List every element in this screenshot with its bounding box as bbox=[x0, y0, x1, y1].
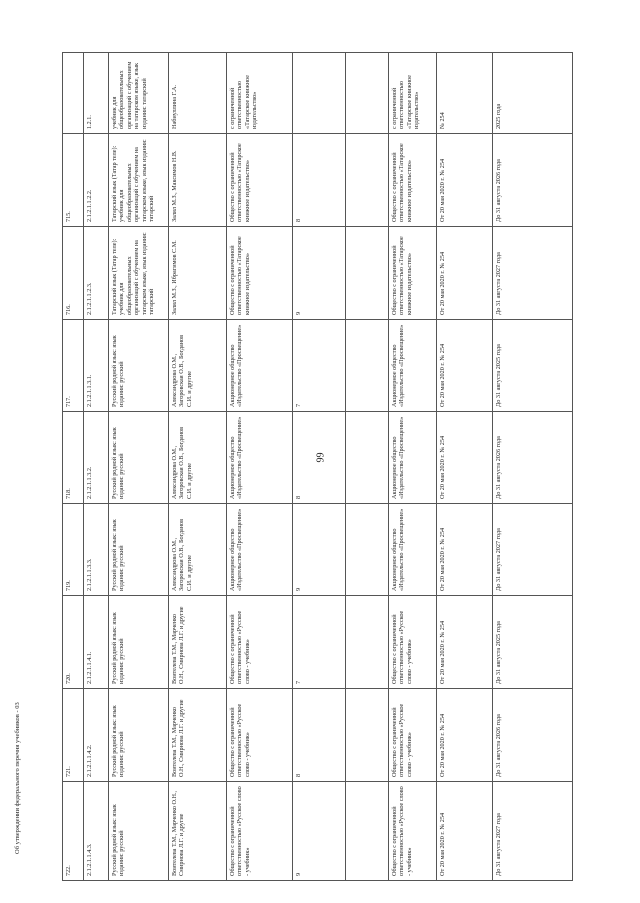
extra-cell-text bbox=[346, 504, 388, 594]
item-code-cell bbox=[84, 320, 109, 412]
authors-cell bbox=[169, 227, 227, 320]
row-number-text: 719. bbox=[65, 580, 72, 591]
deadline-text: 2025 года bbox=[495, 103, 502, 129]
extra-cell-cell bbox=[346, 53, 389, 134]
deadline-cell bbox=[493, 782, 573, 881]
order-cell bbox=[437, 320, 493, 412]
extra-cell-text bbox=[346, 53, 388, 132]
row-number-cell bbox=[63, 320, 84, 412]
textbook-title-text: учебник для общеобразовательных организаций с обучением на татарском языке, язык издания: татарский bbox=[111, 61, 148, 129]
textbook-table bbox=[62, 52, 573, 881]
item-code-text: 2.1.2.1.1.4.1. bbox=[86, 651, 93, 684]
company-cell bbox=[389, 320, 437, 412]
publisher-cell bbox=[227, 53, 293, 134]
order-cell bbox=[437, 782, 493, 881]
grade-cell bbox=[293, 227, 346, 320]
row-number-text: 717. bbox=[65, 396, 72, 407]
row-number-cell bbox=[63, 227, 84, 320]
textbook-title-text: Русский родной язык: язык издания: русский bbox=[111, 427, 126, 499]
company-text: Акционерное общество «Издательство «Просвещение» bbox=[391, 508, 406, 591]
publisher-text: Общество с ограниченной ответственностью «Татарское книжное издательство» bbox=[229, 236, 251, 315]
grade-text: 9 bbox=[295, 587, 302, 591]
deadline-text: До 31 августа 2026 года bbox=[495, 436, 502, 499]
publisher-text: Акционерное общество «Издательство «Просвещение» bbox=[229, 324, 244, 407]
publisher-text: Акционерное общество «Издательство «Просвещение» bbox=[229, 416, 244, 499]
company-cell bbox=[389, 53, 437, 134]
company-text: Общество с ограниченной ответственностью «Русское слово - учебник» bbox=[391, 703, 413, 777]
publisher-text: с ограниченной ответственностью «Татарское книжное издательство» bbox=[229, 75, 259, 129]
item-code-cell bbox=[84, 596, 109, 689]
textbook-title-cell bbox=[109, 504, 169, 596]
row-number-text: 715. bbox=[65, 211, 72, 222]
extra-cell-text bbox=[346, 320, 388, 410]
deadline-cell bbox=[493, 504, 573, 596]
textbook-title-cell bbox=[109, 782, 169, 881]
item-code-text: 2.1.2.1.1.2.3. bbox=[86, 282, 93, 315]
deadline-cell bbox=[493, 227, 573, 320]
item-code-cell bbox=[84, 53, 109, 134]
item-code-cell bbox=[84, 412, 109, 504]
publisher-cell bbox=[227, 227, 293, 320]
table-row bbox=[63, 320, 573, 412]
deadline-text: До 31 августа 2026 года bbox=[495, 159, 502, 222]
row-number-cell bbox=[63, 412, 84, 504]
deadline-text: До 31 августа 2027 года bbox=[495, 252, 502, 315]
row-number-cell bbox=[63, 782, 84, 881]
order-cell bbox=[437, 596, 493, 689]
order-cell bbox=[437, 504, 493, 596]
grade-cell bbox=[293, 53, 346, 134]
item-code-text: 2.1.2.1.1.2.2. bbox=[86, 189, 93, 222]
order-cell bbox=[437, 134, 493, 227]
row-number-text bbox=[63, 53, 83, 132]
publisher-cell bbox=[227, 412, 293, 504]
publisher-cell bbox=[227, 504, 293, 596]
company-cell bbox=[389, 412, 437, 504]
grade-cell bbox=[293, 412, 346, 504]
row-number-text: 722. bbox=[65, 865, 72, 876]
deadline-text: До 31 августа 2025 года bbox=[495, 344, 502, 407]
authors-cell bbox=[169, 689, 227, 782]
textbook-title-cell bbox=[109, 412, 169, 504]
publisher-cell bbox=[227, 134, 293, 227]
company-text: Акционерное общество «Издательство «Просвещение» bbox=[391, 416, 406, 499]
extra-cell-text bbox=[346, 689, 388, 780]
item-code-text: 2.1.2.1.1.4.2. bbox=[86, 744, 93, 777]
textbook-title-cell bbox=[109, 53, 169, 134]
grade-text bbox=[293, 53, 345, 132]
deadline-cell bbox=[493, 596, 573, 689]
publisher-text: Общество с ограниченной ответственностью «Татарское книжное издательство» bbox=[229, 143, 251, 222]
authors-cell bbox=[169, 53, 227, 134]
deadline-cell bbox=[493, 689, 573, 782]
deadline-cell bbox=[493, 412, 573, 504]
company-cell bbox=[389, 227, 437, 320]
extra-cell-cell bbox=[346, 227, 389, 320]
row-number-text: 720. bbox=[65, 673, 72, 684]
order-cell bbox=[437, 53, 493, 134]
extra-cell-text bbox=[346, 227, 388, 318]
authors-text: Воителева Т.М., Марченко О.Н., Смирнова Л.Г. и другие bbox=[171, 790, 186, 876]
company-text: Общество с ограниченной ответственностью «Русское слово - учебник» bbox=[391, 610, 413, 684]
item-code-cell bbox=[84, 782, 109, 881]
item-code-text: 1.2.1. bbox=[86, 115, 93, 129]
order-text: От 20 мая 2020 г. № 254 bbox=[439, 620, 446, 684]
textbook-title-cell bbox=[109, 320, 169, 412]
textbook-title-cell bbox=[109, 227, 169, 320]
grade-cell bbox=[293, 134, 346, 227]
table-row bbox=[63, 134, 573, 227]
extra-cell-cell bbox=[346, 412, 389, 504]
publisher-cell bbox=[227, 782, 293, 881]
item-code-cell bbox=[84, 504, 109, 596]
item-code-cell bbox=[84, 134, 109, 227]
table-row bbox=[63, 504, 573, 596]
grade-text: 7 bbox=[295, 403, 302, 407]
item-code-text: 2.1.2.1.1.4.3. bbox=[86, 843, 93, 876]
company-text: Общество с ограниченной ответственностью «Русское слово - учебник» bbox=[391, 786, 413, 876]
table-row bbox=[63, 782, 573, 881]
publisher-text: Общество с ограниченной ответственностью «Русское слово - учебник» bbox=[229, 610, 251, 684]
row-number-text: 721. bbox=[65, 766, 72, 777]
extra-cell-cell bbox=[346, 596, 389, 689]
row-number-cell bbox=[63, 504, 84, 596]
textbook-title-text: Татарский язык (Татар теле): учебник для общеобразовательных организаций с обучением на татарском языке, язык издания: татарский bbox=[111, 232, 156, 315]
order-text: От 20 мая 2020 г. № 254 bbox=[439, 158, 446, 222]
textbook-title-text: Русский родной язык: язык издания: русский bbox=[111, 519, 126, 591]
company-cell bbox=[389, 134, 437, 227]
item-code-cell bbox=[84, 227, 109, 320]
order-cell bbox=[437, 412, 493, 504]
item-code-cell bbox=[84, 689, 109, 782]
authors-cell bbox=[169, 596, 227, 689]
company-cell bbox=[389, 689, 437, 782]
extra-cell-cell bbox=[346, 320, 389, 412]
publisher-text: Общество с ограниченной ответственностью «Русское слово - учебник» bbox=[229, 786, 251, 876]
order-cell bbox=[437, 689, 493, 782]
extra-cell-text bbox=[346, 412, 388, 502]
order-text: От 20 мая 2020 г. № 254 bbox=[439, 713, 446, 777]
extra-cell-text bbox=[346, 782, 388, 879]
company-cell bbox=[389, 782, 437, 881]
grade-cell bbox=[293, 320, 346, 412]
company-text: с ограниченной ответственностью «Татарское книжное издательство» bbox=[391, 75, 421, 129]
deadline-text: До 31 августа 2027 года bbox=[495, 813, 502, 876]
item-code-text: 2.1.2.1.1.3.3. bbox=[86, 558, 93, 591]
grade-text: 9 bbox=[295, 872, 302, 876]
order-text: От 20 мая 2020 г. № 254 bbox=[439, 435, 446, 499]
authors-text: Воителева Т.М., Марченко О.Н., Смирнова Л.Г. и другие bbox=[171, 699, 186, 777]
table-row bbox=[63, 596, 573, 689]
authors-text: Воителева Т.М., Марченко О.Н., Смирнова Л.Г. и другие bbox=[171, 606, 186, 684]
deadline-text: До 31 августа 2026 года bbox=[495, 714, 502, 777]
textbook-title-cell bbox=[109, 596, 169, 689]
grade-cell bbox=[293, 504, 346, 596]
company-text: Общество с ограниченной ответственностью «Татарское книжное издательство» bbox=[391, 143, 413, 222]
grade-text: 9 bbox=[295, 311, 302, 315]
deadline-cell bbox=[493, 134, 573, 227]
authors-cell bbox=[169, 320, 227, 412]
row-number-cell bbox=[63, 596, 84, 689]
authors-text: Залял М.З., Максимов Н.В. bbox=[171, 150, 178, 222]
table-row bbox=[63, 227, 573, 320]
textbook-title-cell bbox=[109, 134, 169, 227]
extra-cell-cell bbox=[346, 134, 389, 227]
page-number: 99 bbox=[315, 452, 327, 463]
order-text: От 20 мая 2020 г. № 254 bbox=[439, 343, 446, 407]
extra-cell-cell bbox=[346, 782, 389, 881]
grade-cell bbox=[293, 689, 346, 782]
extra-cell-text bbox=[346, 596, 388, 687]
order-text: От 20 мая 2020 г. № 254 bbox=[439, 527, 446, 591]
authors-cell bbox=[169, 134, 227, 227]
authors-cell bbox=[169, 412, 227, 504]
textbook-title-text: Русский родной язык: язык издания: русский bbox=[111, 335, 126, 407]
textbook-title-text: Русский родной язык: язык издания: русский bbox=[111, 804, 126, 876]
publisher-cell bbox=[227, 689, 293, 782]
row-number-text: 716. bbox=[65, 304, 72, 315]
extra-cell-text bbox=[346, 134, 388, 225]
grade-text: 8 bbox=[295, 218, 302, 222]
authors-cell bbox=[169, 504, 227, 596]
table-row bbox=[63, 689, 573, 782]
order-text: № 254 bbox=[439, 112, 446, 129]
table-row bbox=[63, 412, 573, 504]
grade-text: 7 bbox=[295, 680, 302, 684]
grade-cell bbox=[293, 782, 346, 881]
extra-cell-cell bbox=[346, 689, 389, 782]
authors-text: Александрова О.М., Загоровская О.В., Богданов С.И. и другие bbox=[171, 334, 193, 407]
table-body bbox=[63, 53, 573, 881]
company-cell bbox=[389, 504, 437, 596]
authors-cell bbox=[169, 782, 227, 881]
row-number-cell bbox=[63, 134, 84, 227]
authors-text: Александрова О.М., Загоровская О.В., Богданов С.И. и другие bbox=[171, 426, 193, 499]
row-number-cell bbox=[63, 689, 84, 782]
company-text: Общество с ограниченной ответственностью «Татарское книжное издательство» bbox=[391, 236, 413, 315]
publisher-text: Общество с ограниченной ответственностью «Русское слово - учебник» bbox=[229, 703, 251, 777]
order-text: От 20 мая 2020 г. № 254 bbox=[439, 812, 446, 876]
extra-cell-cell bbox=[346, 504, 389, 596]
row-number-text: 718. bbox=[65, 488, 72, 499]
publisher-cell bbox=[227, 596, 293, 689]
authors-text: Залял М.З., Ибрагимов С.М. bbox=[171, 240, 178, 315]
order-text: От 20 мая 2020 г. № 254 bbox=[439, 251, 446, 315]
textbook-title-text: Русский родной язык: язык издания: русский bbox=[111, 705, 126, 777]
footer-note-text: Об утверждении федерального перечня учебников - 03 bbox=[14, 702, 21, 854]
table-row bbox=[63, 53, 573, 134]
company-cell bbox=[389, 596, 437, 689]
grade-cell bbox=[293, 596, 346, 689]
row-number-cell bbox=[63, 53, 84, 134]
publisher-cell bbox=[227, 320, 293, 412]
company-text: Акционерное общество «Издательство «Просвещение» bbox=[391, 324, 406, 407]
publisher-text: Акционерное общество «Издательство «Просвещение» bbox=[229, 508, 244, 591]
deadline-cell bbox=[493, 320, 573, 412]
order-cell bbox=[437, 227, 493, 320]
deadline-text: До 31 августа 2027 года bbox=[495, 528, 502, 591]
textbook-title-cell bbox=[109, 689, 169, 782]
deadline-cell bbox=[493, 53, 573, 134]
grade-text: 8 bbox=[295, 773, 302, 777]
deadline-text: До 31 августа 2025 года bbox=[495, 621, 502, 684]
grade-text: 8 bbox=[295, 495, 302, 499]
authors-text: Александрова О.М., Загоровская О.В., Богданов С.И. и другие bbox=[171, 518, 193, 591]
authors-text: Набиуллина Г.А. bbox=[171, 84, 178, 129]
textbook-title-text: Русский родной язык: язык издания: русский bbox=[111, 612, 126, 684]
item-code-text: 2.1.2.1.1.3.1. bbox=[86, 374, 93, 407]
textbook-title-text: Татарский язык (Татар теле): учебник для общеобразовательных организаций с обучением на татарском языке, язык издания: татарский bbox=[111, 139, 156, 222]
item-code-text: 2.1.2.1.1.3.2. bbox=[86, 466, 93, 499]
